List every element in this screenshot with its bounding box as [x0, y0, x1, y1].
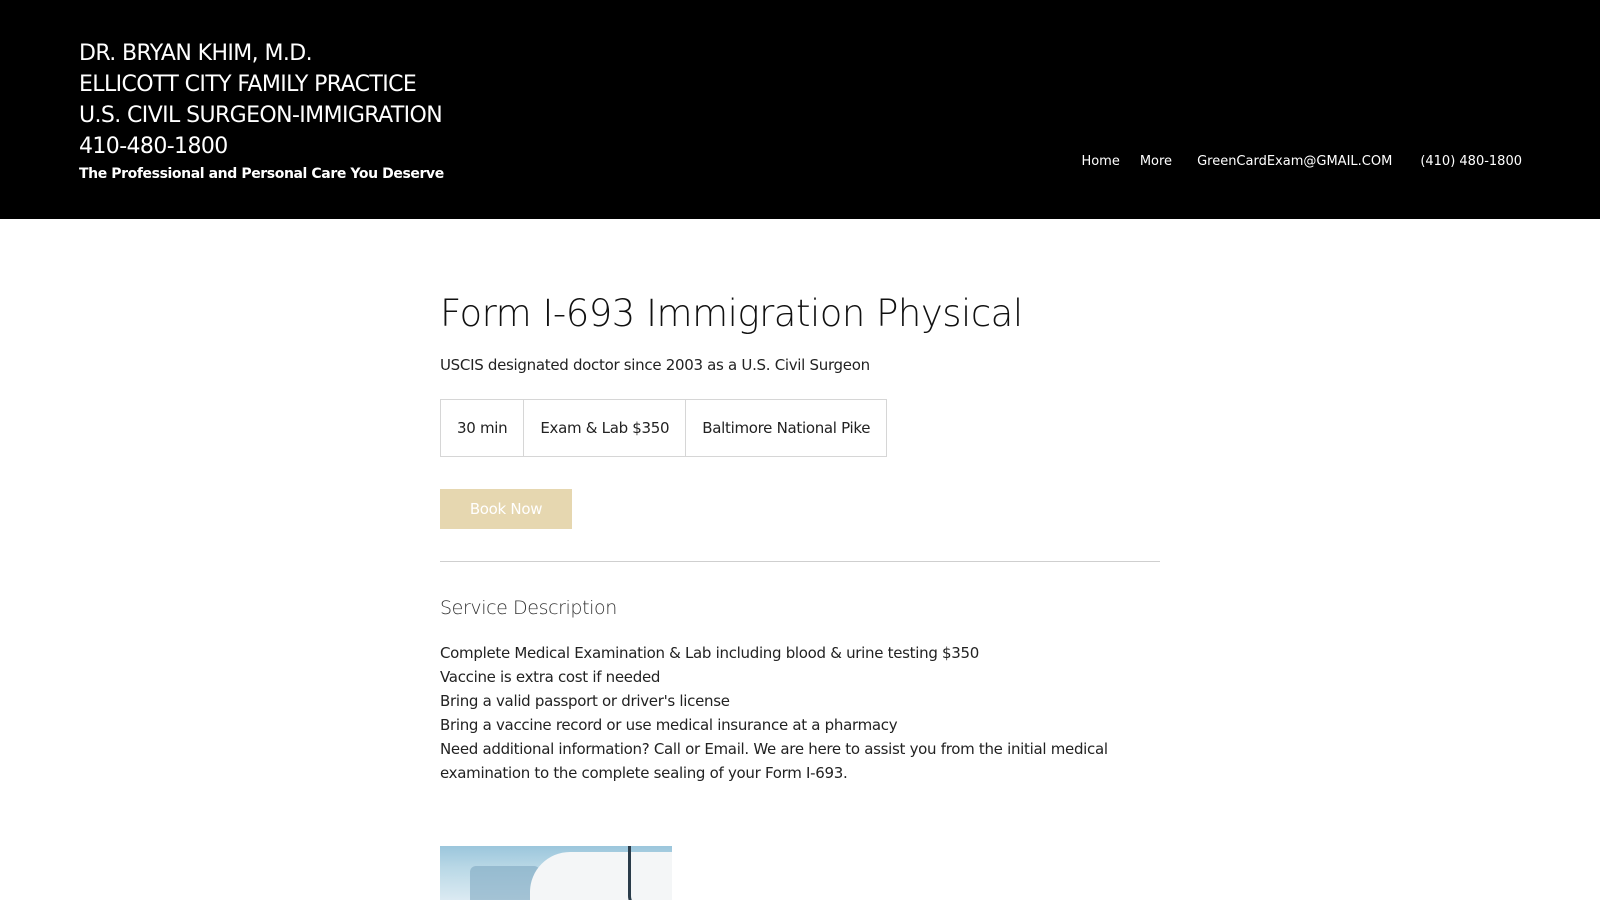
service-description-heading: Service Description	[440, 597, 617, 619]
main-nav	[1081, 151, 1522, 171]
description-line: Bring a vaccine record or use medical insurance at a pharmacy	[440, 716, 898, 734]
service-page	[440, 219, 1160, 785]
site-header	[0, 0, 1600, 219]
brand-tagline: The Professional and Personal Care You Deserve	[79, 166, 444, 182]
brand-phone: 410-480-1800	[79, 134, 228, 159]
doctor-photo	[440, 846, 672, 900]
description-line: Bring a valid passport or driver's license	[440, 692, 730, 710]
description-line: Need additional information? Call or Email. We are here to assist you from the initial medical	[440, 740, 1108, 758]
description-line: examination to the complete sealing of your Form I-693.	[440, 764, 848, 782]
brand-block	[79, 38, 444, 184]
nav-more-menu[interactable]: More	[1139, 153, 1173, 169]
service-info-row	[440, 399, 887, 457]
service-duration: 30 min	[457, 419, 508, 437]
brand-practice-name: ELLICOTT CITY FAMILY PRACTICE	[79, 72, 417, 97]
page-title: Form I-693 Immigration Physical	[440, 292, 1023, 335]
book-now-button[interactable]: Book Now	[440, 489, 572, 529]
photo-stethoscope	[628, 846, 648, 900]
section-divider	[440, 561, 1160, 562]
photo-lab-coat	[530, 852, 672, 900]
service-location: Baltimore National Pike	[685, 400, 886, 456]
service-description	[440, 641, 1160, 785]
description-line: Complete Medical Examination & Lab including blood & urine testing $350	[440, 644, 979, 662]
nav-email-link[interactable]: GreenCardExam@GMAIL.COM	[1197, 153, 1393, 169]
service-subtitle: USCIS designated doctor since 2003 as a U.S. Civil Surgeon	[440, 356, 870, 374]
nav-home-link[interactable]: Home	[1081, 153, 1120, 169]
brand-specialty: U.S. CIVIL SURGEON-IMMIGRATION	[79, 103, 443, 128]
nav-phone-link[interactable]: (410) 480-1800	[1420, 153, 1522, 169]
brand-doctor-name: DR. BRYAN KHIM, M.D.	[79, 41, 312, 66]
service-price: Exam & Lab $350	[523, 400, 685, 456]
description-line: Vaccine is extra cost if needed	[440, 668, 661, 686]
